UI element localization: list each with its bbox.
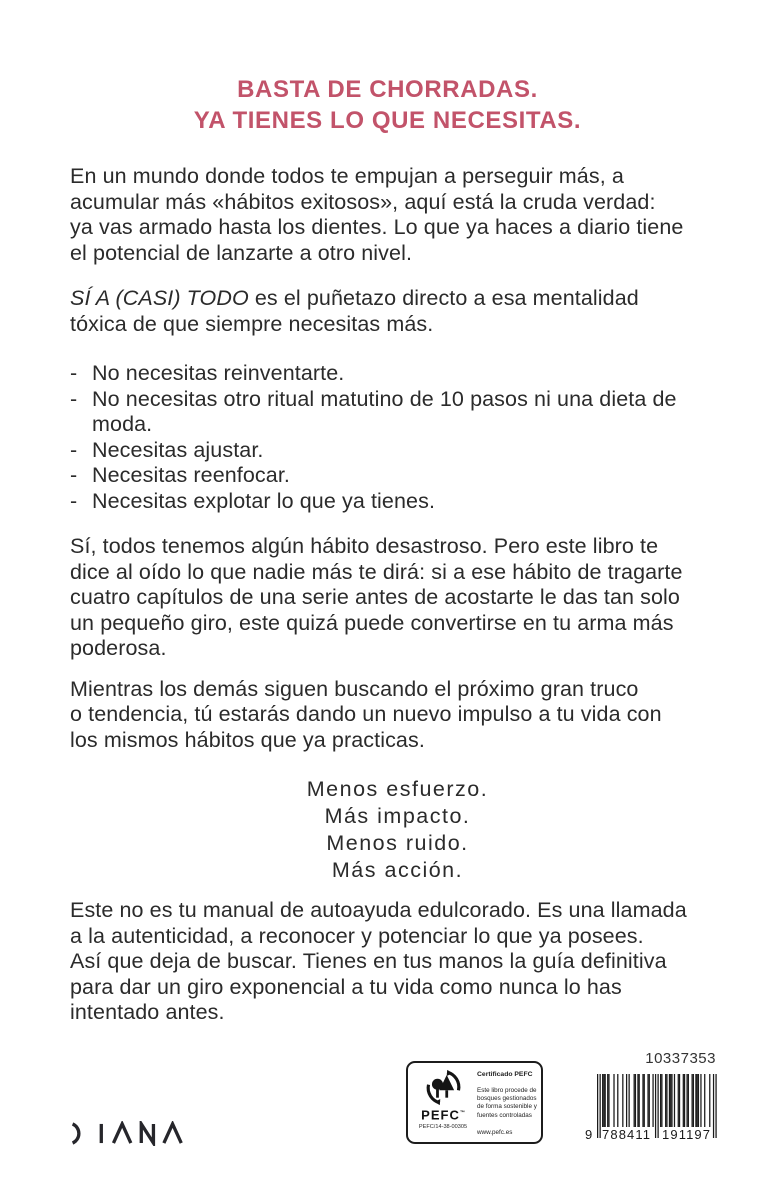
list-item (70, 387, 725, 438)
text-line: Necesitas explotar lo que ya tienes. (92, 488, 436, 513)
list-item (70, 463, 725, 489)
pefc-title: Certificado PEFC (477, 1071, 533, 1078)
pefc-license-code: PEFC/14-38-00305 (418, 1124, 468, 1131)
text-line: tóxica de que siempre necesitas más. (70, 311, 434, 336)
svg-text:191197: 191197 (662, 1127, 710, 1141)
text-line: para dar un giro exponencial a tu vida como nunca lo has (70, 974, 622, 999)
text-line: Este no es tu manual de autoayuda edulcorado. Es una llamada (70, 898, 687, 922)
needs-list (70, 361, 725, 514)
pefc-text-column (472, 1068, 541, 1138)
text-line: acumular más «hábitos exitosos», aquí está la cruda verdad: (70, 189, 656, 214)
mantra-block (70, 776, 725, 884)
pefc-description: Este libro procede de bosques gestionados de forma sostenible y fuentes controladas (477, 1087, 537, 1119)
list-item (70, 361, 725, 387)
pefc-trees-icon (425, 1069, 462, 1106)
tagline (0, 74, 775, 136)
text-line: el potencial de lanzarte a otro nivel. (70, 240, 413, 265)
text-line: intentado antes. (70, 1000, 225, 1024)
text-line: Mientras los demás siguen buscando el próximo gran truco (70, 676, 639, 701)
back-cover-copy (70, 164, 725, 1026)
pefc-wordmark (421, 1107, 465, 1121)
text-line: un pequeño giro, este quizá puede convertirse en tu arma más (70, 610, 674, 635)
dash-marker: - (70, 463, 78, 487)
tagline-line-2: YA TIENES LO QUE NECESITAS. (193, 107, 582, 134)
tagline-line-1: BASTA DE CHORRADAS. (237, 76, 538, 103)
paragraph-closing (70, 898, 725, 1026)
book-title-italic: SÍ A (CASI) TODO (70, 286, 249, 310)
text-line: a la autenticidad, a reconocer y potenciar lo que ya posees. (70, 923, 644, 948)
text-line: o tendencia, tú estarás dando un nuevo impulso a tu vida con (70, 702, 662, 726)
mantra-line: Más impacto. (324, 804, 471, 828)
mantra-line: Menos esfuerzo. (306, 777, 489, 801)
text-line (70, 286, 725, 312)
text-line: los mismos hábitos que ya practicas. (70, 727, 425, 752)
text-line: dice al oído lo que nadie más te dirá: si a ese hábito de tragarte (70, 559, 683, 584)
diana-publisher-logo-icon (70, 1121, 183, 1146)
text-line: Así que deja de buscar. Tienes en tus manos la guía definitiva (70, 949, 667, 973)
text-line: moda. (92, 412, 153, 436)
dash-marker: - (70, 437, 78, 462)
barcode-block (585, 1050, 717, 1141)
barcode-top-number: 10337353 (645, 1050, 716, 1067)
list-item (70, 438, 725, 464)
paragraph-momentum (70, 677, 725, 754)
list-item (70, 489, 725, 515)
text-line: poderosa. (70, 636, 167, 660)
dash-marker: - (70, 386, 78, 411)
text-line: Necesitas ajustar. (92, 437, 264, 462)
title-pitch-rest: es el puñetazo directo a esa mentalidad (248, 286, 639, 310)
text-line: En un mundo donde todos te empujan a perseguir más, a (70, 164, 624, 188)
pefc-certificate (406, 1061, 543, 1144)
paragraph-title-pitch (70, 286, 725, 337)
text-line: No necesitas reinventarte. (92, 361, 345, 385)
text-line: cuatro capítulos de una serie antes de acostarte le das tan solo (70, 585, 680, 609)
text-line: Sí, todos tenemos algún hábito desastroso. Pero este libro te (70, 534, 659, 558)
paragraph-intro (70, 164, 725, 266)
text-line: ya vas armado hasta los dientes. Lo que ya haces a diario tiene (70, 215, 684, 239)
dash-marker: - (70, 361, 78, 385)
mantra-line: Más acción. (331, 858, 464, 882)
pefc-tm-mark: ™ (459, 1110, 465, 1116)
pefc-logo-column (414, 1068, 472, 1138)
mantra-line: Menos ruido. (326, 831, 469, 855)
pefc-url: www.pefc.es (477, 1128, 513, 1136)
paragraph-habit (70, 534, 725, 662)
text-line: Necesitas reenfocar. (92, 463, 290, 487)
svg-text:9: 9 (585, 1127, 593, 1141)
text-line: No necesitas otro ritual matutino de 10 pasos ni una dieta de (92, 386, 677, 411)
svg-text:788411: 788411 (602, 1127, 650, 1141)
ean13-barcode-icon (585, 1074, 717, 1141)
pefc-word-text: PEFC (421, 1107, 460, 1123)
dash-marker: - (70, 488, 78, 513)
